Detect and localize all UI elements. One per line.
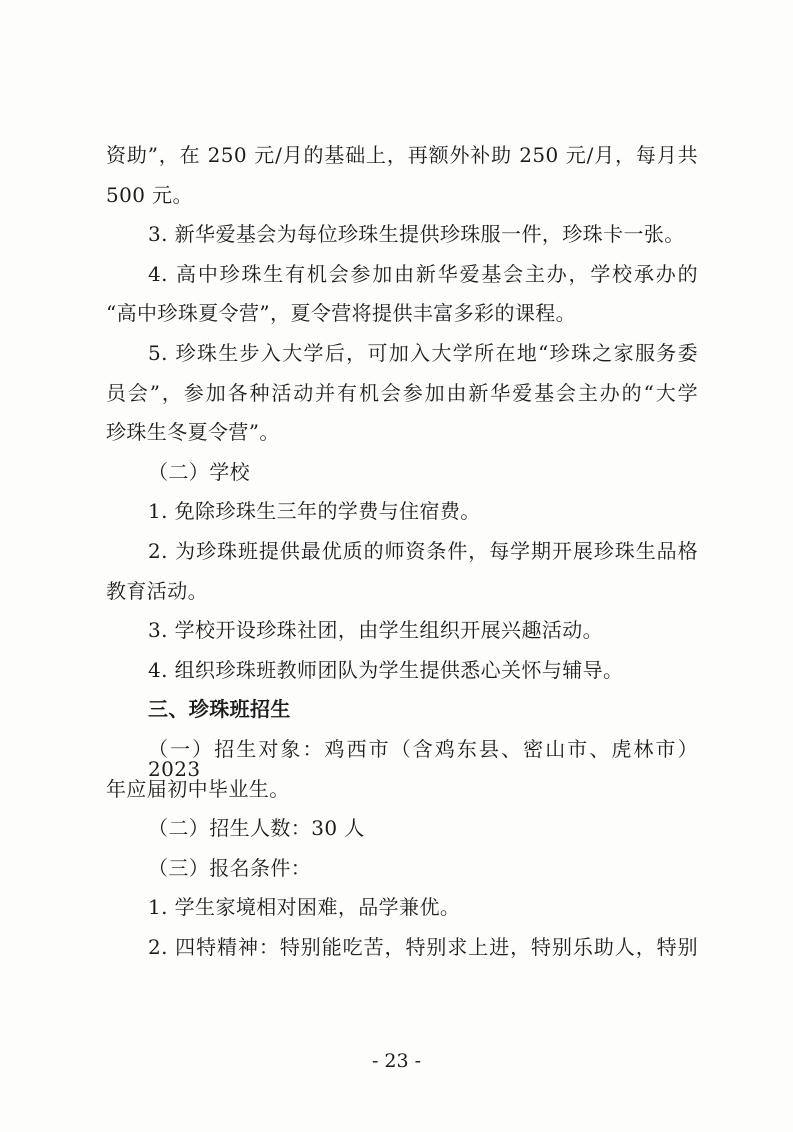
paragraph-line: 3. 新华爱基会为每位珍珠生提供珍珠服一件，珍珠卡一张。: [148, 222, 685, 247]
paragraph-line: 500 元。: [106, 182, 193, 207]
page-number: - 23 -: [371, 1050, 422, 1072]
paragraph-line: 年应届初中毕业生。: [106, 776, 290, 801]
section-heading: 三、珍珠班招生: [148, 697, 291, 722]
section-subheading: （二）学校: [148, 459, 250, 484]
paragraph-line: 2. 为珍珠班提供最优质的师资条件，每学期开展珍珠生品格: [148, 538, 698, 563]
paragraph-line: 珍珠生冬夏令营”。: [106, 420, 280, 445]
document-body: [106, 145, 698, 976]
paragraph-line: 教育活动。: [106, 578, 208, 603]
paragraph-line: 1. 免除珍珠生三年的学费与住宿费。: [148, 499, 481, 524]
paragraph-line: 5. 珍珠生步入大学后，可加入大学所在地“珍珠之家服务委: [148, 340, 698, 365]
paragraph-line: 3. 学校开设珍珠社团，由学生组织开展兴趣活动。: [148, 618, 604, 643]
paragraph-line: 员会”，参加各种活动并有机会参加由新华爱基会主办的“大学: [106, 380, 698, 405]
paragraph-line: （一）招生对象：鸡西市（含鸡东县、密山市、虎林市）2023: [148, 736, 698, 781]
paragraph-line: 2. 四特精神：特别能吃苦，特别求上进，特别乐助人，特别: [148, 934, 698, 959]
paragraph-line: 4. 组织珍珠班教师团队为学生提供悉心关怀与辅导。: [148, 657, 624, 682]
paragraph-line: 1. 学生家境相对困难，品学兼优。: [148, 895, 461, 920]
paragraph-line: “高中珍珠夏令营”，夏令营将提供丰富多彩的课程。: [106, 301, 577, 326]
section-subheading: （三）报名条件：: [148, 855, 312, 880]
paragraph-line: （二）招生人数：30 人: [148, 816, 365, 841]
paragraph-line: 4. 高中珍珠生有机会参加由新华爱基会主办，学校承办的: [148, 261, 698, 286]
paragraph-line: 资助”，在 250 元/月的基础上，再额外补助 250 元/月，每月共: [106, 143, 698, 167]
